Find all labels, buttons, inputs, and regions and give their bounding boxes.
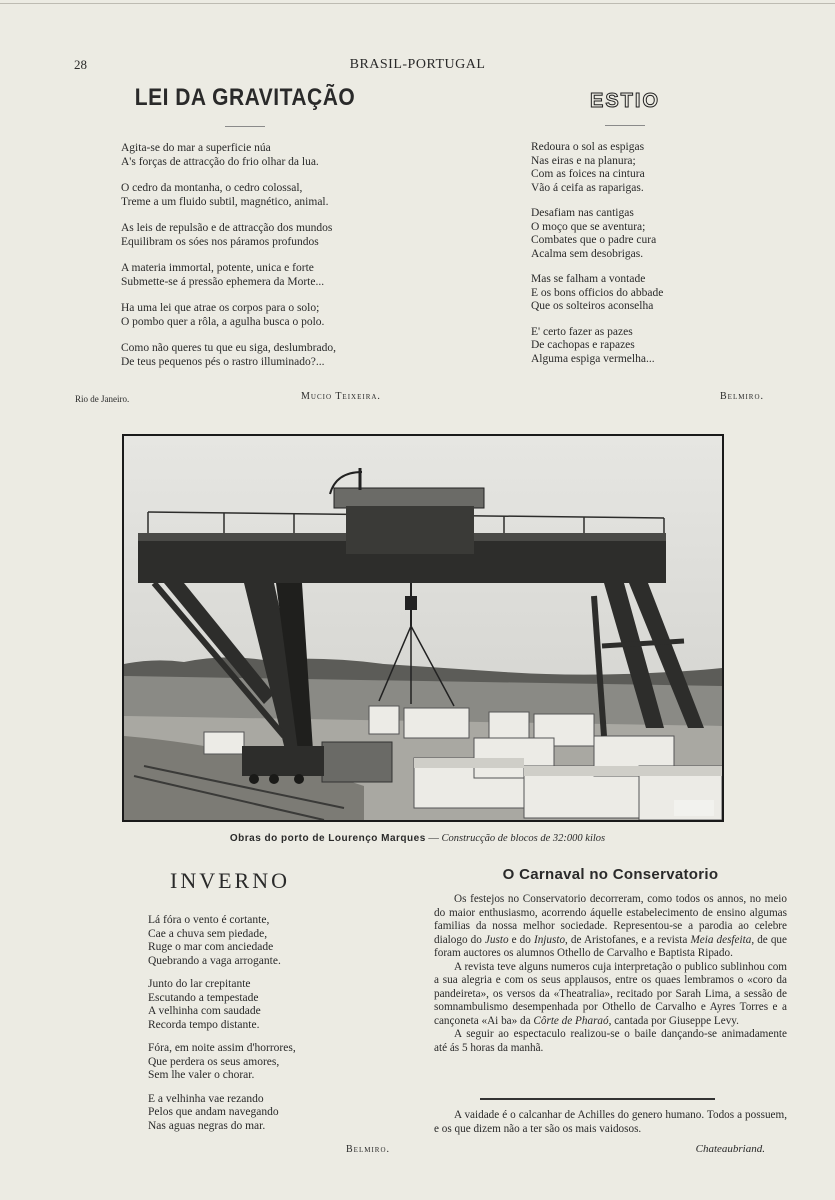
verse-line: Cae a chuva sem piedade, xyxy=(148,927,268,940)
text-run: Os festejos no Conservatorio decorreram, como todos os annos, no meio do maior enthusiasmo, acorrendo áquelle estabelecimento de ensino algumas familias da nossa melhor sociedade. Representou-se a parodia ao celebre dialogo do xyxy=(434,893,787,946)
verse-line: Redoura o sol as espigas xyxy=(531,141,645,153)
poem-inverno-body xyxy=(80,914,410,1133)
text-run-italic: Meia desfeita xyxy=(690,933,752,946)
verse-line: Pelos que andam navegando xyxy=(148,1106,279,1118)
verse-line: De teus pequenos pés o rastro illuminado?... xyxy=(121,355,325,368)
article-header xyxy=(434,866,787,883)
text-run: , cantada por Giuseppe Levy. xyxy=(608,1014,739,1027)
stanza xyxy=(121,342,410,369)
verse-line: Submette-se á pressão ephemera da Morte... xyxy=(121,275,325,288)
verse-line: A velhinha com saudade xyxy=(148,1005,261,1017)
caption-description: Construcção de blocos de 32:000 kilos xyxy=(441,833,606,844)
verse-line: Sem lhe valer o chorar. xyxy=(148,1069,255,1081)
verse-line: Nas aguas negras do mar. xyxy=(148,1119,266,1132)
section-divider xyxy=(480,1098,715,1100)
poem-inverno-author: Belmiro. xyxy=(346,1144,391,1155)
text-run: , de que foram auctores os alumnos Othello de Carvalho e Baptista Ripado. xyxy=(434,933,787,959)
photo-caption xyxy=(0,833,835,844)
stanza xyxy=(121,262,410,289)
verse-line: E' certo fazer as pazes xyxy=(531,325,633,338)
verse-line: Com as foices na cintura xyxy=(531,168,645,180)
stanza xyxy=(148,1093,410,1134)
verse-line: Vão á ceifa as raparigas. xyxy=(531,181,644,194)
article-paragraph xyxy=(434,893,787,961)
article-title: O Carnaval no Conservatorio xyxy=(502,866,719,883)
verse-line: O pombo quer a rôla, a agulha busca o polo. xyxy=(121,315,325,328)
verse-line: Que os solteiros aconselha xyxy=(531,300,654,312)
verse-line: E a velhinha vae rezando xyxy=(148,1092,264,1105)
text-run-italic: Justo xyxy=(484,933,509,946)
text-run-italic: Côrte de Pharaó xyxy=(533,1014,609,1027)
poem-gravitacao-place: Rio de Janeiro. xyxy=(75,394,130,404)
stanza xyxy=(148,1042,410,1083)
verse-line: O cedro da montanha, o cedro colossal, xyxy=(121,182,303,194)
verse-line: O moço que se aventura; xyxy=(531,220,646,233)
verse-line: Acalma sem desobrigas. xyxy=(531,247,644,260)
caption-title: Obras do porto de Lourenço Marques xyxy=(229,833,426,844)
article-paragraph: A seguir ao espectaculo realizou-se o baile dançando-se animadamente até ás 5 horas da manhã. xyxy=(434,1028,787,1054)
stanza xyxy=(148,978,410,1032)
stanza xyxy=(148,914,410,968)
title-rule xyxy=(225,126,265,127)
poem-inverno-title: INVERNO xyxy=(170,868,290,893)
verse-line: Recorda tempo distante. xyxy=(148,1018,260,1031)
verse-line: Equilibram os sóes nos páramos profundos xyxy=(121,235,319,248)
verse-line: E os bons officios do abbade xyxy=(531,286,664,299)
text-run: , de Aristofanes, e a revista xyxy=(565,933,691,946)
article-paragraph xyxy=(434,961,787,1029)
article-body xyxy=(434,893,787,1055)
poem-gravitacao xyxy=(80,86,410,369)
verse-line: As leis de repulsão e de attracção dos mundos xyxy=(121,222,333,234)
poem-estio-author: Belmiro. xyxy=(720,391,765,402)
verse-line: A's forças de attracção do frio olhar da lua. xyxy=(121,155,319,168)
stanza xyxy=(531,141,780,195)
verse-line: Combates que o padre cura xyxy=(531,234,657,246)
running-title: BRASIL-PORTUGAL xyxy=(349,57,486,72)
verse-line: A materia immortal, potente, unica e forte xyxy=(121,262,314,274)
poem-gravitacao-title: LEI DA GRAVITAÇÃO xyxy=(134,84,356,111)
verse-line: Junto do lar crepitante xyxy=(148,978,251,990)
verse-line: Como não queres tu que eu siga, deslumbrado, xyxy=(121,342,336,354)
poem-estio xyxy=(470,90,780,366)
poem-gravitacao-author: Mucio Teixeira. xyxy=(301,391,381,402)
title-rule xyxy=(605,125,645,126)
verse-line: Alguma espiga vermelha... xyxy=(531,352,655,365)
text-run-italic: Injusto xyxy=(533,933,566,946)
text-run: e do xyxy=(508,933,534,946)
gantry-crane-illustration xyxy=(124,436,722,820)
verse-line: Fóra, em noite assim d'horrores, xyxy=(148,1042,296,1054)
stanza xyxy=(531,326,780,367)
verse-line: Agita-se do mar a superficie núa xyxy=(121,142,271,154)
poem-estio-title: ESTIO xyxy=(589,90,660,112)
verse-line: Desafiam nas cantigas xyxy=(531,207,634,219)
quote-block xyxy=(434,1109,787,1136)
stanza xyxy=(531,273,780,314)
verse-line: Ha uma lei que atrae os corpos para o solo; xyxy=(121,302,320,314)
stanza xyxy=(121,222,410,249)
poem-estio-body xyxy=(470,141,780,366)
verse-line: Mas se falham a vontade xyxy=(531,273,646,285)
poem-gravitacao-body xyxy=(80,142,410,369)
verse-line: Escutando a tempestade xyxy=(148,991,259,1004)
verse-line: De cachopas e rapazes xyxy=(531,339,635,351)
stanza xyxy=(121,182,410,209)
top-rule xyxy=(0,3,835,4)
verse-line: Quebrando a vaga arrogante. xyxy=(148,954,281,967)
verse-line: Que perdera os seus amores, xyxy=(148,1055,280,1068)
stanza xyxy=(531,207,780,261)
text-run: A revista teve alguns numeros cuja interpretação o publico sublinhou com a sua alegria e com os seus applausos, entre os quaes lembramos o «coro da pandeireta», os versos da «Theatralia», recitado por Sarah Lima, a sessão de somnambulismo desempenhada por Othello de Carvalho e Ayres Torres e a cançoneta «Ai ba» da xyxy=(434,960,787,1027)
poem-inverno xyxy=(80,868,410,1133)
verse-line: Nas eiras e na planura; xyxy=(531,154,636,167)
quote-text: A vaidade é o calcanhar de Achilles do genero humano. Todos a possuem, e os que dizem não a ter são os mais vaidosos. xyxy=(434,1109,787,1135)
page-number: 28 xyxy=(74,57,87,72)
verse-line: Ruge o mar com anciedade xyxy=(148,941,274,953)
stanza xyxy=(121,142,410,169)
caption-separator: — xyxy=(425,833,442,844)
verse-line: Lá fóra o vento é cortante, xyxy=(148,914,270,926)
quote-author: Chateaubriand. xyxy=(695,1143,765,1155)
verse-line: Treme a um fluido subtil, magnético, animal. xyxy=(121,195,329,208)
photo-gantry-crane xyxy=(122,434,724,822)
stanza xyxy=(121,302,410,329)
